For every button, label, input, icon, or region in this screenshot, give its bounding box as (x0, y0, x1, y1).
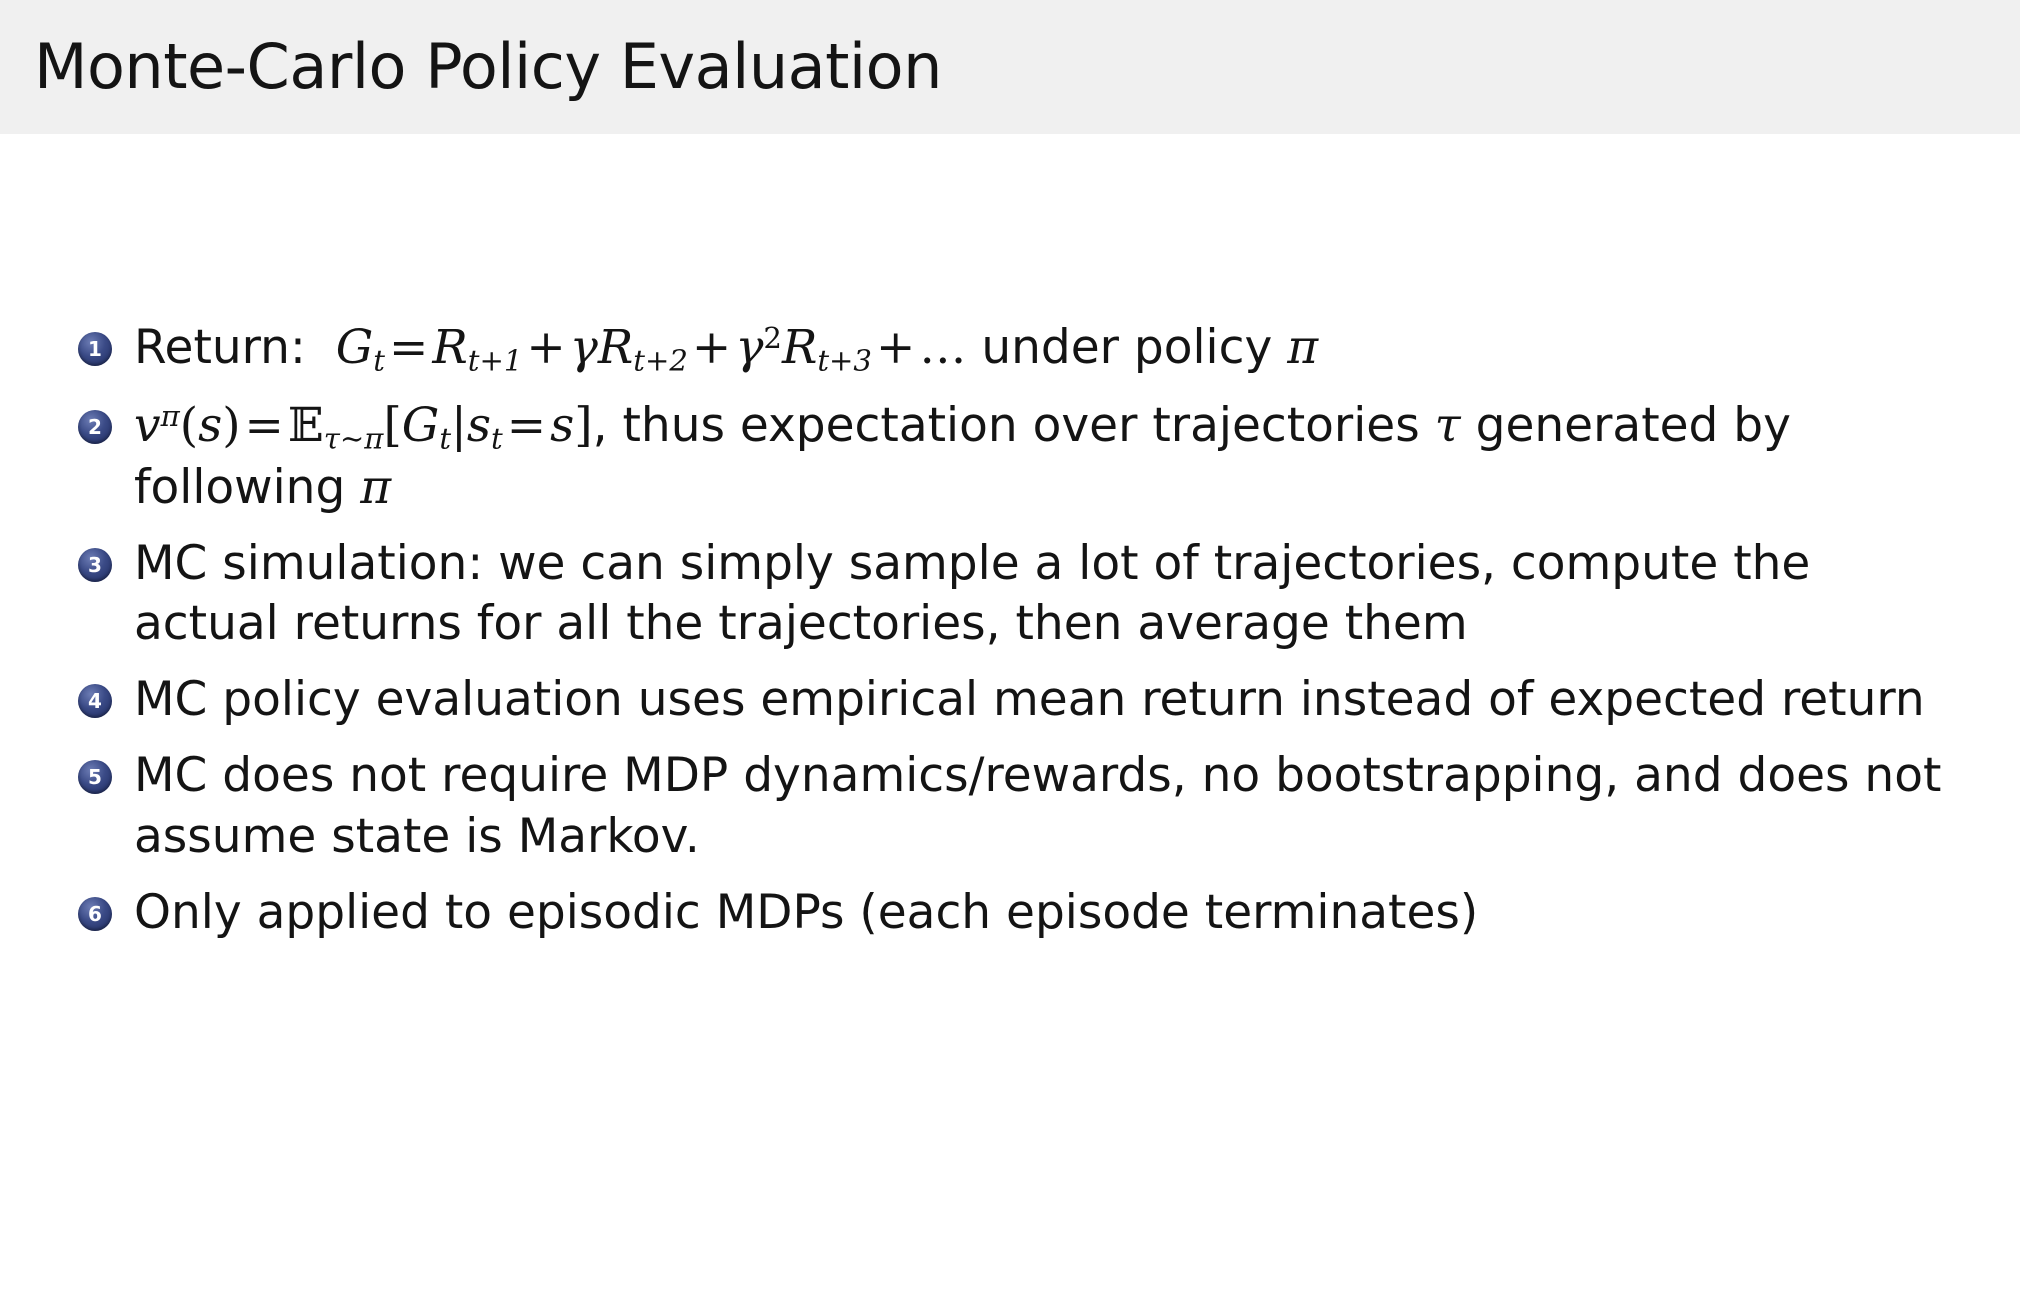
list-item-text: Only applied to episodic MDPs (each episode terminates) (134, 884, 1479, 940)
return-formula: $G_t=R_{t+1}+\gamma R_{t+2}+\gamma^2R_{t+3}+\dots$ (335, 320, 967, 378)
bullet-marker-3: 3 (78, 548, 112, 582)
item-tail: generated by following (134, 397, 1791, 515)
bullet-marker-6: 6 (78, 897, 112, 931)
bullet-marker-2: 2 (78, 410, 112, 444)
bullet-marker-5: 5 (78, 760, 112, 794)
tau-symbol: τ (1434, 397, 1461, 453)
list-item-text (134, 318, 1318, 380)
bullet-list (78, 318, 1978, 943)
list-item-text: MC does not require MDP dynamics/rewards, no bootstrapping, and does not assume state is Markov. (134, 748, 1942, 864)
list-item (78, 670, 1978, 730)
item-suffix: under policy (981, 320, 1273, 375)
item-mid: , thus expectation over trajectories (592, 397, 1420, 453)
item-prefix: Return: (134, 320, 306, 375)
list-item-text: MC simulation: we can simply sample a lot of trajectories, compute the actual returns for all the trajectories, then average them (134, 535, 1811, 652)
bullet-marker-4: 4 (78, 684, 112, 718)
list-item-text: MC policy evaluation uses empirical mean return instead of expected return (134, 672, 1925, 728)
bullet-marker-1: 1 (78, 332, 112, 366)
list-item-text (134, 396, 1964, 518)
list-item (78, 396, 1978, 518)
list-item (78, 746, 1978, 866)
page-title: Monte-Carlo Policy Evaluation (34, 30, 942, 103)
list-item (78, 318, 1978, 380)
slide-title-bar (0, 0, 2020, 134)
slide-content (78, 318, 1978, 959)
pi-symbol: π (1287, 320, 1319, 375)
list-item (78, 534, 1978, 654)
pi-symbol: π (360, 459, 392, 515)
value-function-formula: $v^\pi(s)=𝔼_{\tau\sim\pi}[G_t|s_t=s]$ (134, 397, 593, 456)
list-item (78, 883, 1978, 943)
